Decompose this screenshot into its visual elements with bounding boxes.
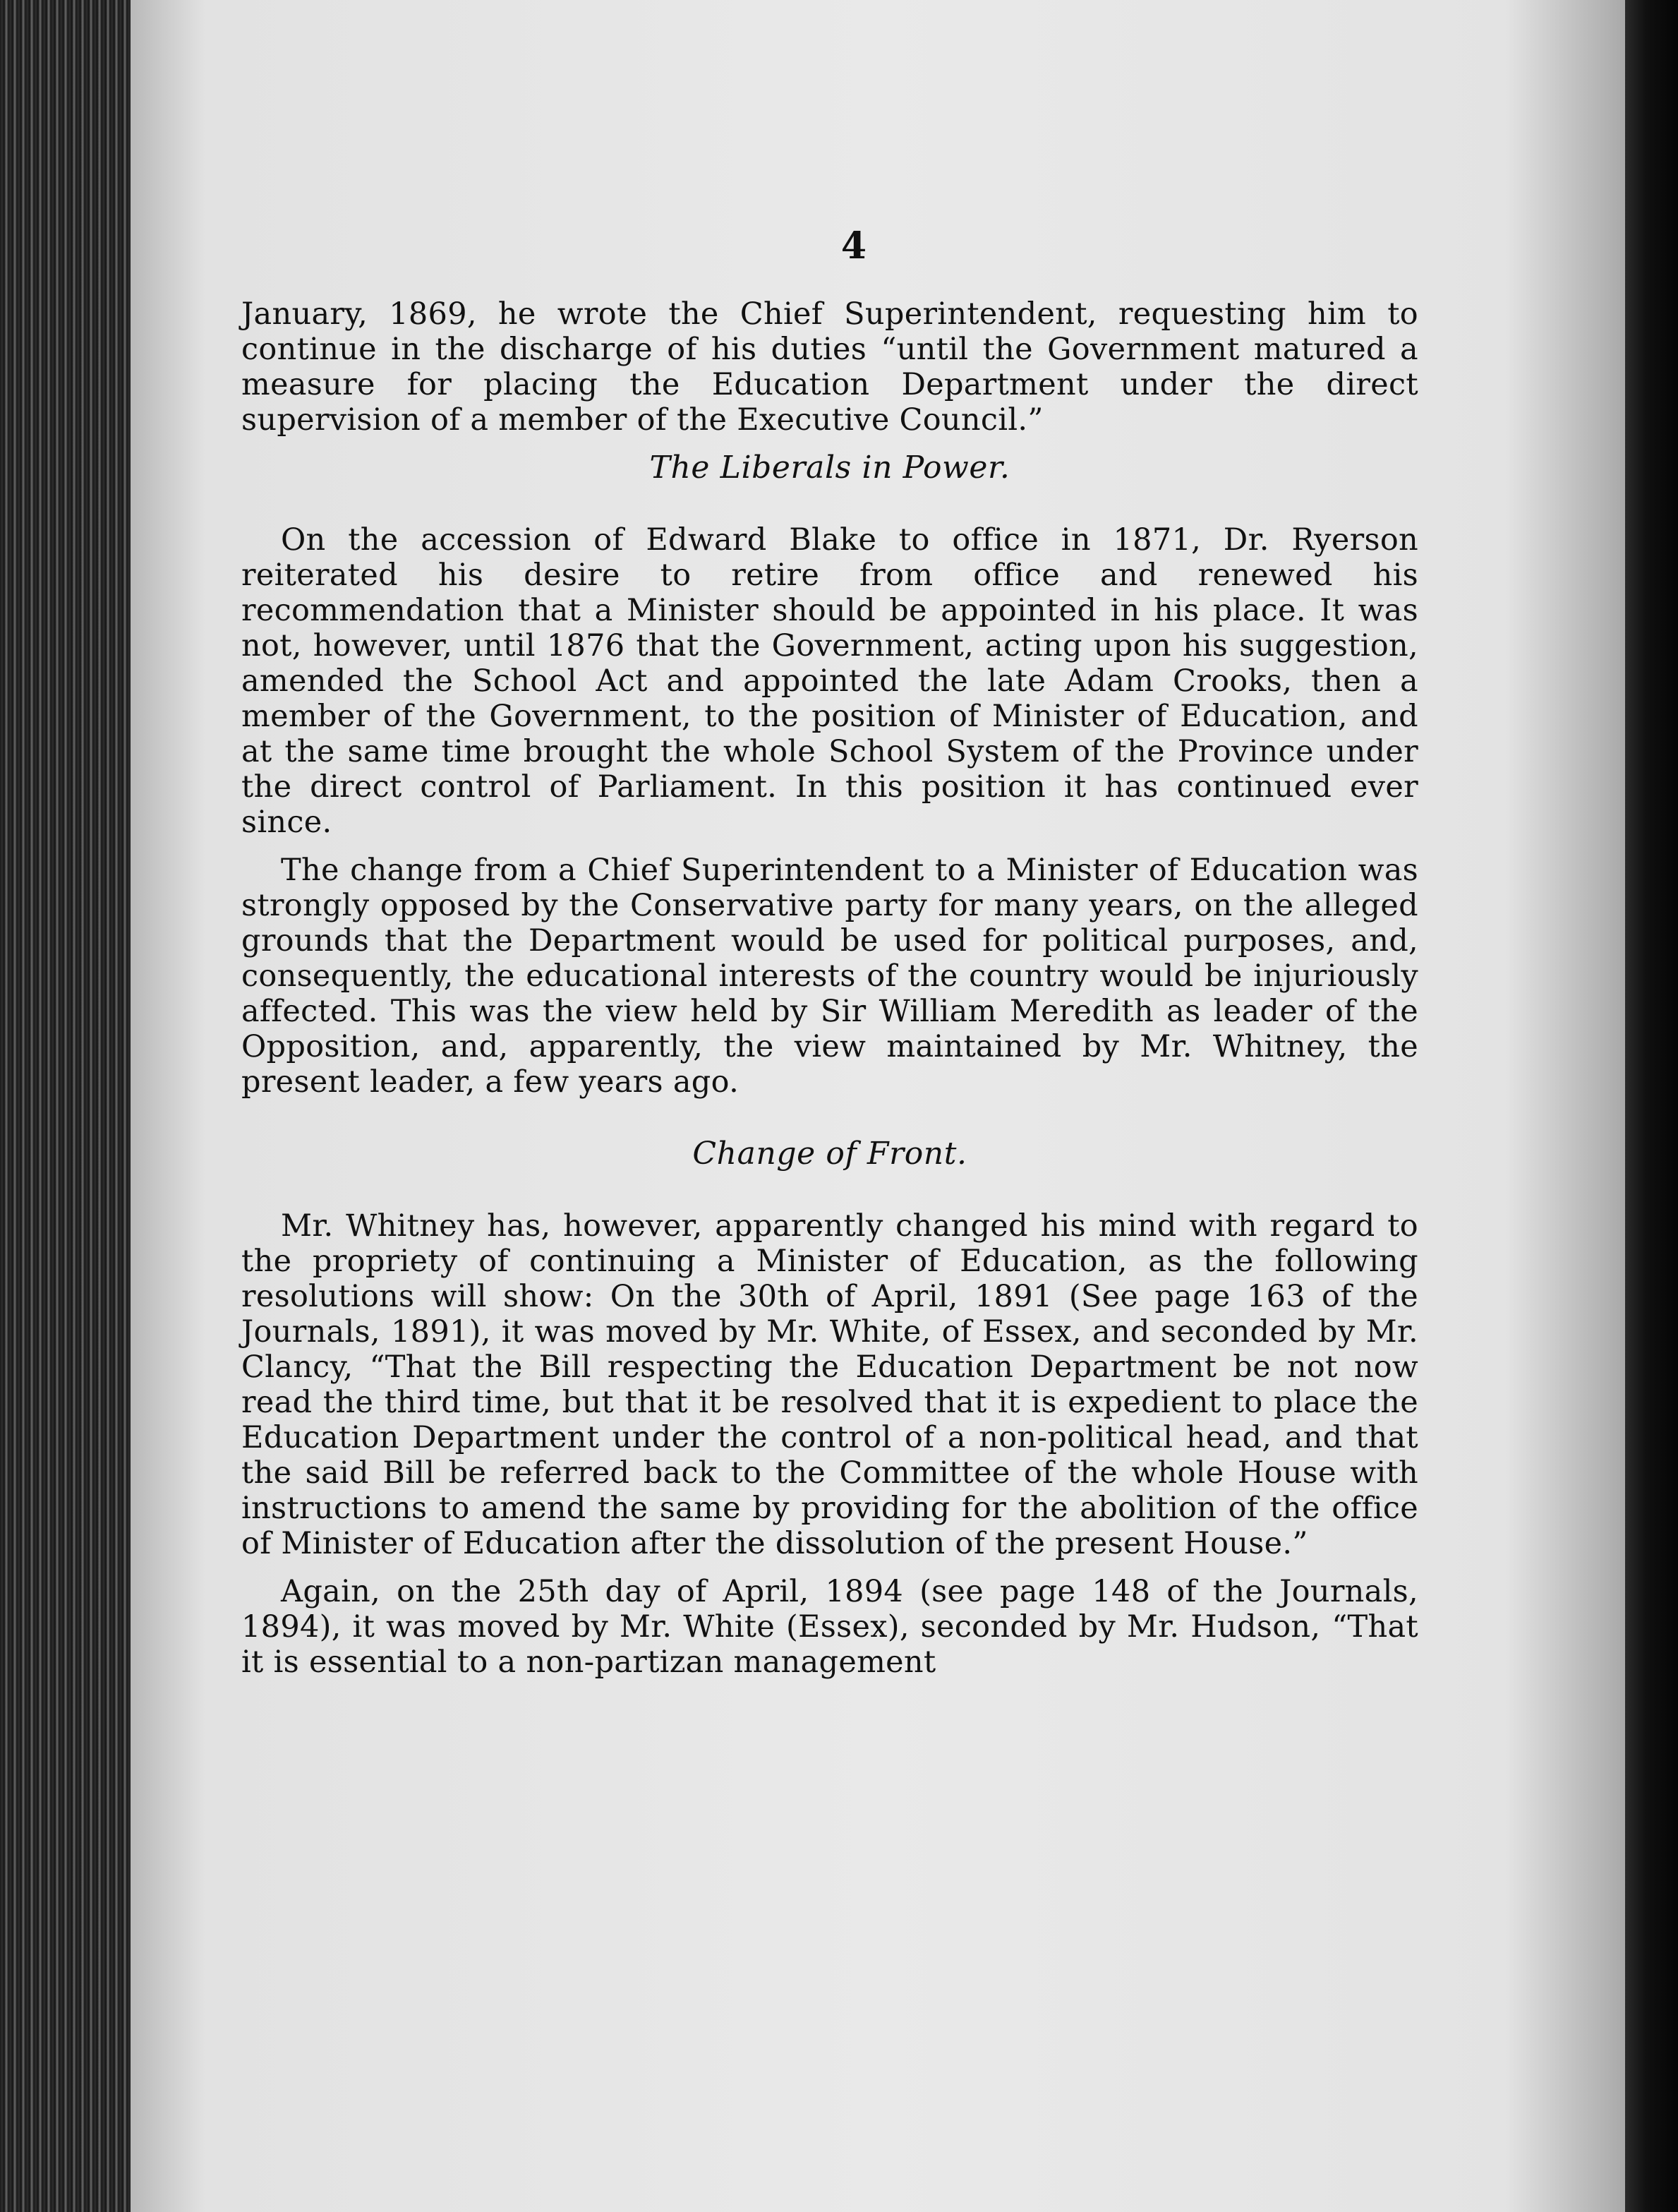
body-text [241, 296, 1418, 1680]
paragraph: The change from a Chief Superintendent to a Minister of Education was strongly opposed by the Conservative party for many years, on the alleged grounds that the Department would be used for political purposes, and, consequently, the educational interests of the country would be injuriously affected. This was the view held by Sir William Meredith as leader of the Opposition, and, apparently, the view maintained by Mr. Whitney, the present leader, a few years ago. [241, 853, 1418, 1100]
section-heading: The Liberals in Power. [649, 450, 1010, 486]
paragraph: On the accession of Edward Blake to office in 1871, Dr. Ryerson reiterated his desire to retire from office and renewed his recommendation that a Minister should be appointed in his place. It was not, however, until 1876 that the Government, acting upon his suggestion, amended the School Act and appointed the late Adam Crooks, then a member of the Government, to the position of Minister of Education, and at the same time brought the whole School System of the Province under the direct control of Parliament. In this position it has continued ever since. [241, 522, 1418, 840]
paragraph: Mr. Whitney has, however, apparently changed his mind with regard to the propriety of continuing a Minister of Education, as the following resolutions will show: On the 30th of April, 1891 (See page 163 of the Journals, 1891), it was moved by Mr. White, of Essex, and seconded by Mr. Clancy, “That the Bill respecting the Education Department be not now read the third time, but that it be resolved that it is expedient to place the Education Department under the control of a non-political head, and that the said Bill be referred back to the Committee of the whole House with instructions to amend the same by providing for the abolition of the office of Minister of Education after the dissolution of the present House.” [241, 1208, 1418, 1561]
page-number: 4 [840, 224, 867, 268]
book-page-edge [1625, 0, 1678, 2212]
paragraph: Again, on the 25th day of April, 1894 (see page 148 of the Journals, 1894), it was moved by Mr. White (Essex), seconded by Mr. Hudson, “That it is essential to a non-partizan management [241, 1574, 1418, 1680]
section-heading: Change of Front. [692, 1136, 967, 1172]
book-spine-edge [0, 0, 131, 2212]
paragraph: January, 1869, he wrote the Chief Superintendent, requesting him to continue in the discharge of his duties “until the Government matured a measure for placing the Education Department under the direct supervision of a member of the Executive Council.” [241, 296, 1418, 438]
